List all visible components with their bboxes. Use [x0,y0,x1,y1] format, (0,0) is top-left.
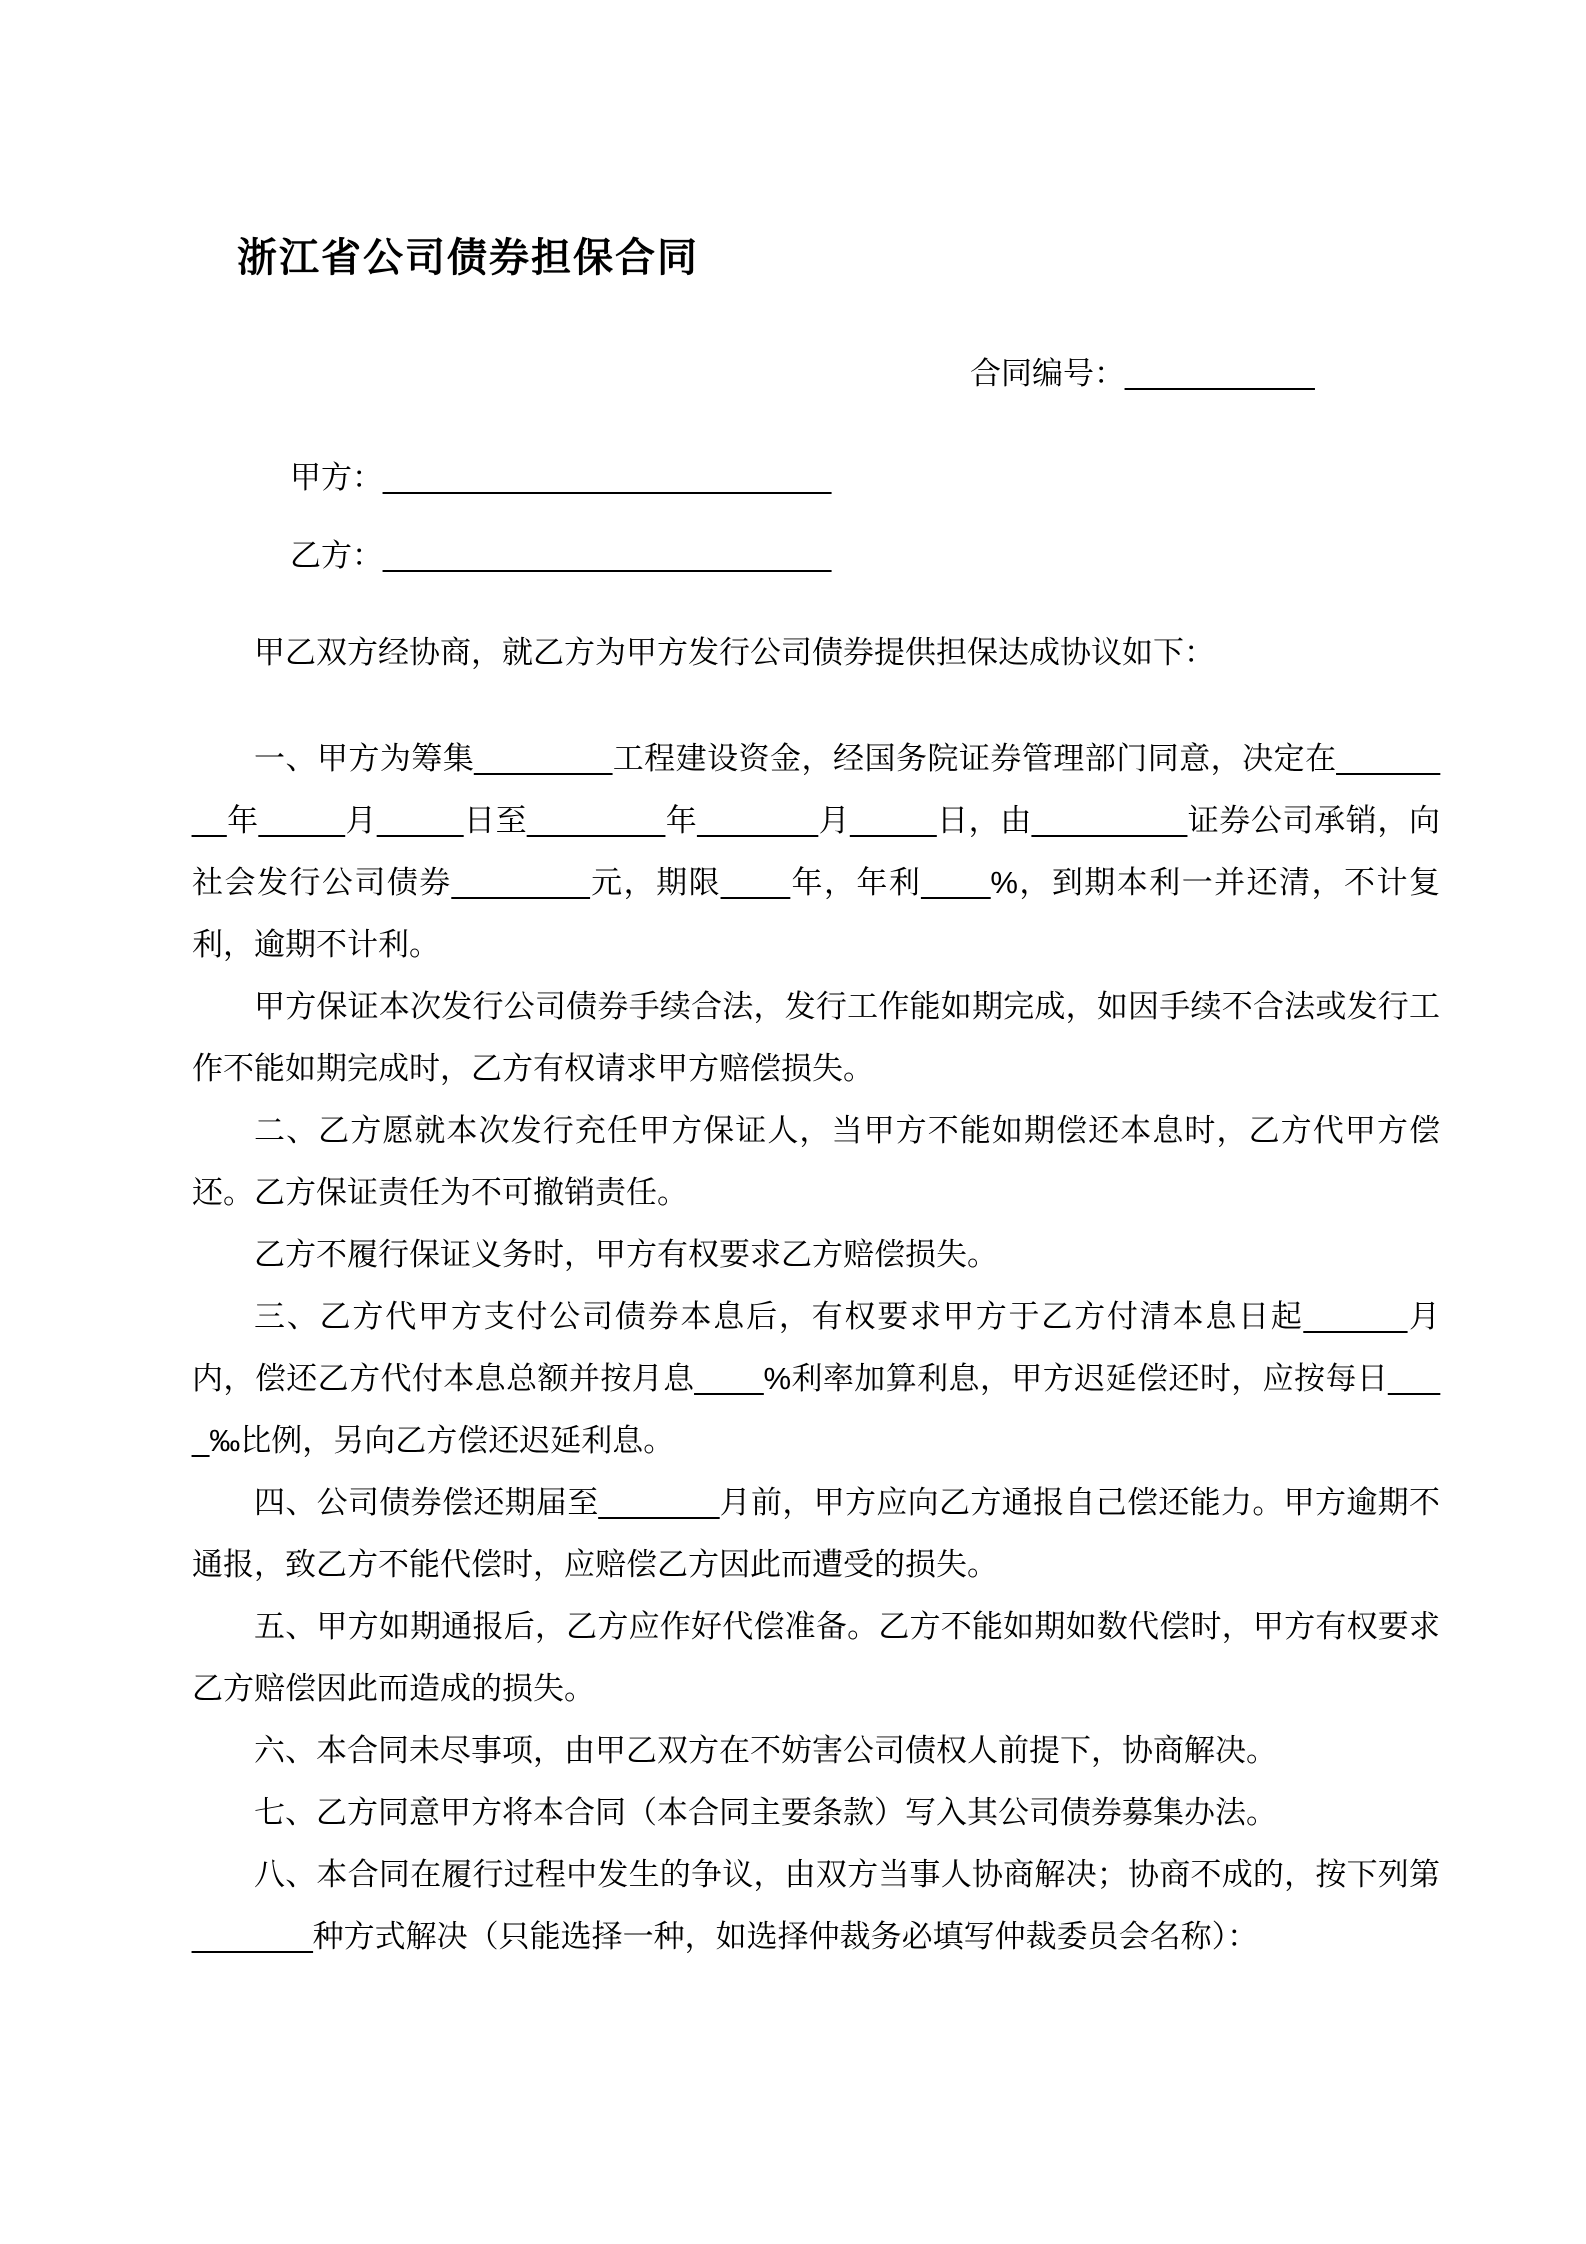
clause-6: 六、本合同未尽事项，由甲乙双方在不妨害公司债权人前提下，协商解决。 [254,1733,1277,1768]
party-a-label: 甲方： [290,460,383,495]
clause-2: 二、乙方愿就本次发行充任甲方保证人，当甲方不能如期偿还本息时，乙方代甲方偿还。乙方保证责任为不可撤销责任。 [192,1113,1440,1210]
clause-2-liability-paragraph: 乙方不履行保证义务时，甲方有权要求乙方赔偿损失。 [254,1237,998,1272]
party-a-blank: __________________________ [383,460,832,495]
document-body [192,622,1440,1968]
contract-number-line [970,348,1315,393]
party-a-line [290,452,831,497]
clause-1-guarantee-paragraph: 甲方保证本次发行公司债券手续合法，发行工作能如期完成，如因手续不合法或发行工作不能如期完成时，乙方有权请求甲方赔偿损失。 [192,989,1440,1086]
clause-4: 四、公司债券偿还期届至_______月前，甲方应向乙方通报自己偿还能力。甲方逾期不通报，致乙方不能代偿时，应赔偿乙方因此而遭受的损失。 [192,1485,1440,1582]
intro-paragraph: 甲乙双方经协商，就乙方为甲方发行公司债券提供担保达成协议如下： [254,635,1215,670]
clause-7: 七、乙方同意甲方将本合同（本合同主要条款）写入其公司债券募集办法。 [254,1795,1277,1830]
clause-8: 八、本合同在履行过程中发生的争议，由双方当事人协商解决；协商不成的，按下列第_______种方式解决（只能选择一种，如选择仲裁务必填写仲裁委员会名称）： [192,1857,1440,1954]
clause-5: 五、甲方如期通报后，乙方应作好代偿准备。乙方不能如期如数代偿时，甲方有权要求乙方赔偿因此而造成的损失。 [192,1609,1440,1706]
document-title: 浙江省公司债券担保合同 [237,236,699,280]
party-b-line [290,530,831,575]
contract-number-blank: ___________ [1125,356,1315,391]
party-b-label: 乙方： [290,538,383,573]
party-b-blank: __________________________ [383,538,832,573]
clause-3: 三、乙方代甲方支付公司债券本息后，有权要求甲方于乙方付清本息日起______月内，偿还乙方代付本息总额并按月息____%利率加算利息，甲方迟延偿还时，应按每日____‰比例，另向乙方偿还迟延利息。 [192,1299,1440,1458]
clause-1: 一、甲方为筹集________工程建设资金，经国务院证券管理部门同意，决定在________年_____月_____日至________年_______月_____日，由_________证券公司承销，向社会发行公司债券________元，期限____年，年利____%，到期本利一并还清，不计复利，逾期不计利。 [192,741,1440,962]
contract-number-label: 合同编号： [970,356,1125,391]
